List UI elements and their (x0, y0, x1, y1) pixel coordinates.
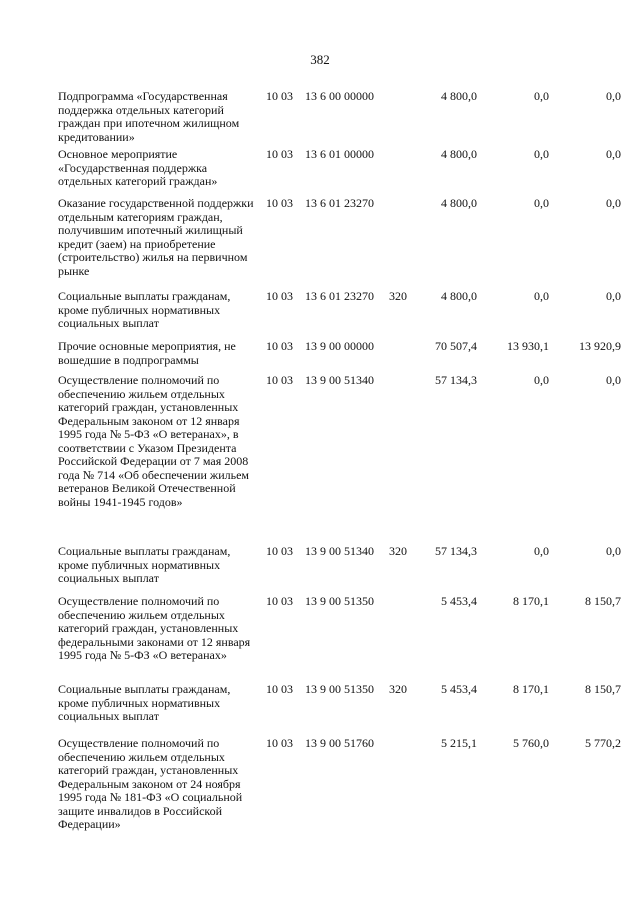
row-target-code: 13 9 00 51340 (305, 373, 374, 387)
table-row (0, 545, 640, 595)
row-section: 10 03 (266, 682, 293, 696)
row-value-year1: 57 134,3 (435, 373, 477, 387)
row-target-code: 13 6 01 23270 (305, 196, 374, 210)
row-value-year1: 5 453,4 (441, 682, 477, 696)
table-row (0, 737, 640, 847)
row-expense-type: 320 (389, 289, 407, 303)
budget-table (0, 90, 640, 847)
row-value-year1: 4 800,0 (441, 89, 477, 103)
row-target-code: 13 9 00 51350 (305, 682, 374, 696)
row-value-year1: 70 507,4 (435, 339, 477, 353)
table-row (0, 340, 640, 374)
table-row (0, 683, 640, 737)
row-value-year2: 0,0 (534, 544, 549, 558)
row-value-year3: 13 920,9 (579, 339, 621, 353)
row-target-code: 13 6 00 00000 (305, 89, 374, 103)
table-row (0, 148, 640, 197)
row-target-code: 13 6 01 23270 (305, 289, 374, 303)
row-target-code: 13 6 01 00000 (305, 147, 374, 161)
table-row (0, 290, 640, 340)
row-name: Социальные выплаты гражданам, кроме публичных нормативных социальных выплат (58, 289, 231, 330)
row-target-code: 13 9 00 51760 (305, 736, 374, 750)
row-name: Основное мероприятие «Государственная поддержка отдельных категорий граждан» (58, 147, 218, 188)
row-target-code: 13 9 00 51340 (305, 544, 374, 558)
row-value-year1: 5 453,4 (441, 594, 477, 608)
row-value-year1: 57 134,3 (435, 544, 477, 558)
table-row (0, 595, 640, 683)
row-value-year3: 0,0 (606, 196, 621, 210)
row-value-year3: 0,0 (606, 89, 621, 103)
row-section: 10 03 (266, 544, 293, 558)
row-value-year1: 4 800,0 (441, 196, 477, 210)
row-value-year2: 0,0 (534, 196, 549, 210)
row-section: 10 03 (266, 147, 293, 161)
row-value-year1: 4 800,0 (441, 147, 477, 161)
row-value-year3: 0,0 (606, 289, 621, 303)
row-value-year2: 0,0 (534, 289, 549, 303)
row-value-year1: 5 215,1 (441, 736, 477, 750)
row-name: Осуществление полномочий по обеспечению жильем отдельных категорий граждан, установленных Федеральным законом от 12 января 1995 года № 5-ФЗ «О ветеранах», в соответствии с Указом Президента Российской Федерации от 7 мая 2008 года № 714 «Об обеспечении жильем ветеранов Великой Отечественной войны 1941-1945 годов» (58, 373, 249, 509)
row-value-year3: 0,0 (606, 147, 621, 161)
row-value-year2: 8 170,1 (513, 594, 549, 608)
row-section: 10 03 (266, 289, 293, 303)
row-value-year2: 0,0 (534, 373, 549, 387)
row-name: Оказание государственной поддержки отдельным категориям граждан, получившим ипотечный жилищный кредит (заем) на приобретение (строительство) жилья на первичном рынке (58, 196, 254, 278)
row-name: Прочие основные мероприятия, не вошедшие в подпрограммы (58, 339, 236, 367)
row-name: Социальные выплаты гражданам, кроме публичных нормативных социальных выплат (58, 544, 231, 585)
row-value-year3: 8 150,7 (585, 682, 621, 696)
row-value-year2: 5 760,0 (513, 736, 549, 750)
row-name: Социальные выплаты гражданам, кроме публичных нормативных социальных выплат (58, 682, 231, 723)
row-name: Подпрограмма «Государственная поддержка отдельных категорий граждан при ипотечном жилищном кредитовании» (58, 89, 240, 144)
row-value-year1: 4 800,0 (441, 289, 477, 303)
page-number: 382 (310, 52, 330, 67)
row-value-year2: 13 930,1 (507, 339, 549, 353)
row-value-year3: 0,0 (606, 373, 621, 387)
table-row (0, 197, 640, 290)
row-target-code: 13 9 00 51350 (305, 594, 374, 608)
table-row (0, 374, 640, 545)
row-expense-type: 320 (389, 682, 407, 696)
row-section: 10 03 (266, 339, 293, 353)
row-value-year2: 0,0 (534, 89, 549, 103)
row-name: Осуществление полномочий по обеспечению жильем отдельных категорий граждан, установленных федеральными законами от 12 января 1995 года № 5-ФЗ «О ветеранах» (58, 594, 251, 662)
row-section: 10 03 (266, 89, 293, 103)
row-name: Осуществление полномочий по обеспечению жильем отдельных категорий граждан, установленных Федеральным законом от 24 ноября 1995 года № 181-ФЗ «О социальной защите инвалидов в Российской Федерации» (58, 736, 243, 831)
row-value-year2: 0,0 (534, 147, 549, 161)
row-section: 10 03 (266, 736, 293, 750)
row-value-year3: 8 150,7 (585, 594, 621, 608)
row-section: 10 03 (266, 196, 293, 210)
row-section: 10 03 (266, 373, 293, 387)
row-value-year3: 0,0 (606, 544, 621, 558)
row-target-code: 13 9 00 00000 (305, 339, 374, 353)
row-section: 10 03 (266, 594, 293, 608)
row-expense-type: 320 (389, 544, 407, 558)
row-value-year3: 5 770,2 (585, 736, 621, 750)
row-value-year2: 8 170,1 (513, 682, 549, 696)
table-row (0, 90, 640, 148)
